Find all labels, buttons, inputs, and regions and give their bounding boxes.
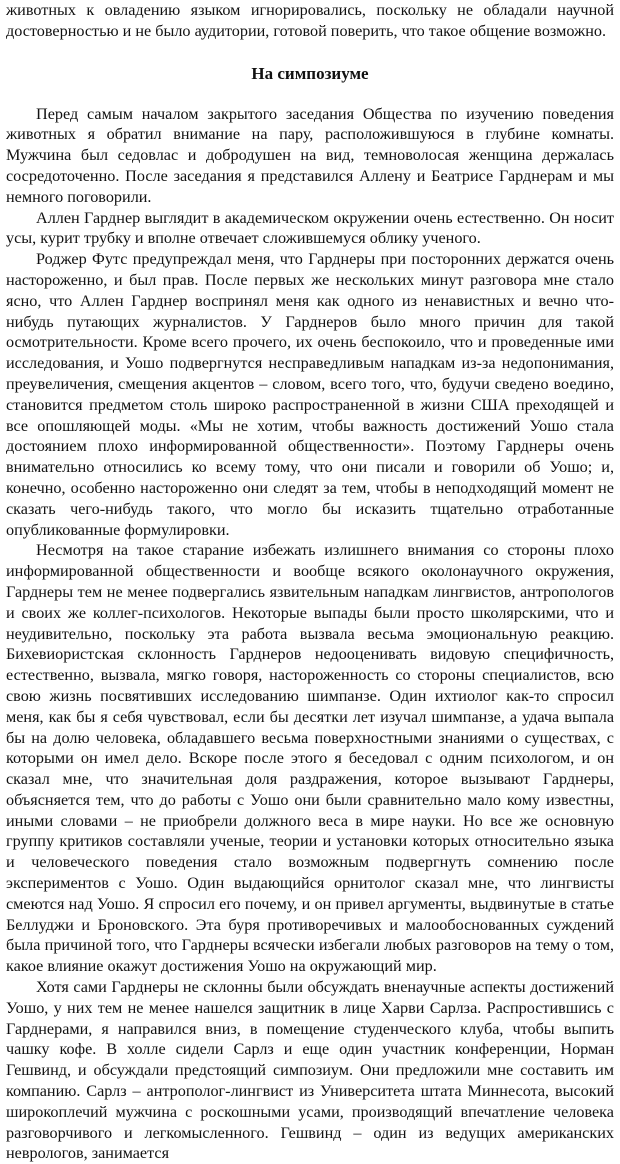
continuation-paragraph: животных к овладению языком игнорировались, поскольку не обладали научной достоверностью и не было аудитории, готовой поверить, что такое общение возможно.	[6, 1, 614, 40]
body-paragraph: Перед самым началом закрытого заседания Общества по изучению поведения животных я обратил внимание на пару, расположившуюся в глубине комнаты. Мужчина был седовлас и добродушен на вид, темноволосая женщина держалась сосредоточенно. После заседания я представился Аллену и Беатрисе Гарднерам и мы немного поговорили.	[6, 104, 614, 206]
body-paragraph: Несмотря на такое старание избежать излишнего внимания со стороны плохо информированной общественности и вообще всякого околонаучного окружения, Гарднеры тем не менее подвергались язвительным нападкам лингвистов, антропологов и своих же коллег-психологов. Некоторые выпады были просто школярскими, что и неудивительно, поскольку эта работа вызвала весьма эмоциональную реакцию. Бихевиористская склонность Гарднеров недооценивать видовую специфичность, естественно, вызвала, мягко говоря, настороженность со стороны специалистов, всю свою жизнь посвятивших исследованию шимпанзе. Один ихтиолог как-то спросил меня, как бы я себя чувствовал, если бы десятки лет изучал шимпанзе, а удача выпала бы на долю человека, обладавшего весьма поверхностными знаниями о существах, с которыми он имел дело. Вскоре после этого я беседовал с одним психологом, и он сказал мне, что значительная доля раздражения, которое вызывают Гарднеры, объясняется тем, что до работы с Уошо они были сравнительно мало кому известны, иными словами – не приобрели должного веса в мире науки. Но все же основную группу критиков составляли ученые, теории и установки которых относительно языка и человеческого поведения стало возможным подвергнуть сомнению после экспериментов с Уошо. Один выдающийся орнитолог сказал мне, что лингвисты смеются над Уошо. Я спросил его почему, и он привел аргументы, выдвинутые в статье Беллуджи и Броновского. Эта буря противоречивых и малообоснованных суждений была причиной того, что Гарднеры всячески избегали любых разговоров на тему о том, какое влияние окажут достижения Уошо на окружающий мир.	[6, 541, 614, 976]
section-heading: На симпозиуме	[251, 63, 369, 83]
body-paragraph: Хотя сами Гарднеры не склонны были обсуждать вненаучные аспекты достижений Уошо, у них тем не менее нашелся защитник в лице Харви Сарлза. Распростившись с Гарднерами, я направился вниз, в помещение студенческого клуба, чтобы выпить чашку кофе. В холле сидели Сарлз и еще один участник конференции, Норман Гешвинд, и обсуждали предстоящий симпозиум. Они предложили мне составить им компанию. Сарлз – антрополог-лингвист из Университета штата Миннесота, высокий широкоплечий мужчина с роскошными усами, производящий впечатление человека разговорчивого и легкомысленного. Гешвинд – один из ведущих американских неврологов, занимается	[6, 978, 614, 1163]
body-paragraph: Аллен Гарднер выглядит в академическом окружении очень естественно. Он носит усы, курит трубку и вполне отвечает сложившемуся облику ученого.	[6, 208, 614, 248]
body-paragraph: Роджер Футс предупреждал меня, что Гарднеры при посторонних держатся очень настороженно, и был прав. После первых же нескольких минут разговора мне стало ясно, что Аллен Гарднер воспринял меня как одного из ненавистных и вечно что-нибудь путающих журналистов. У Гарднеров было много причин для такой осмотрительности. Кроме всего прочего, их очень беспокоило, что и проведенные ими исследования, и Уошо подвергнутся несправедливым нападкам из-за недопонимания, преувеличения, смещения акцентов – словом, всего того, что, будучи сведено воедино, становится предметом столь широко распространенной в жизни США преходящей и все опошляющей моды. «Мы не хотим, чтобы важность достижений Уошо стала достоянием плохо информированной общественности». Поэтому Гарднеры очень внимательно относились ко всему тому, что они писали и говорили об Уошо; и, конечно, особенно настороженно они следят за тем, чтобы в неподходящий момент не сказать чего-нибудь такого, что могло бы исказить тщательно отработанные опубликованные формулировки.	[6, 250, 614, 539]
